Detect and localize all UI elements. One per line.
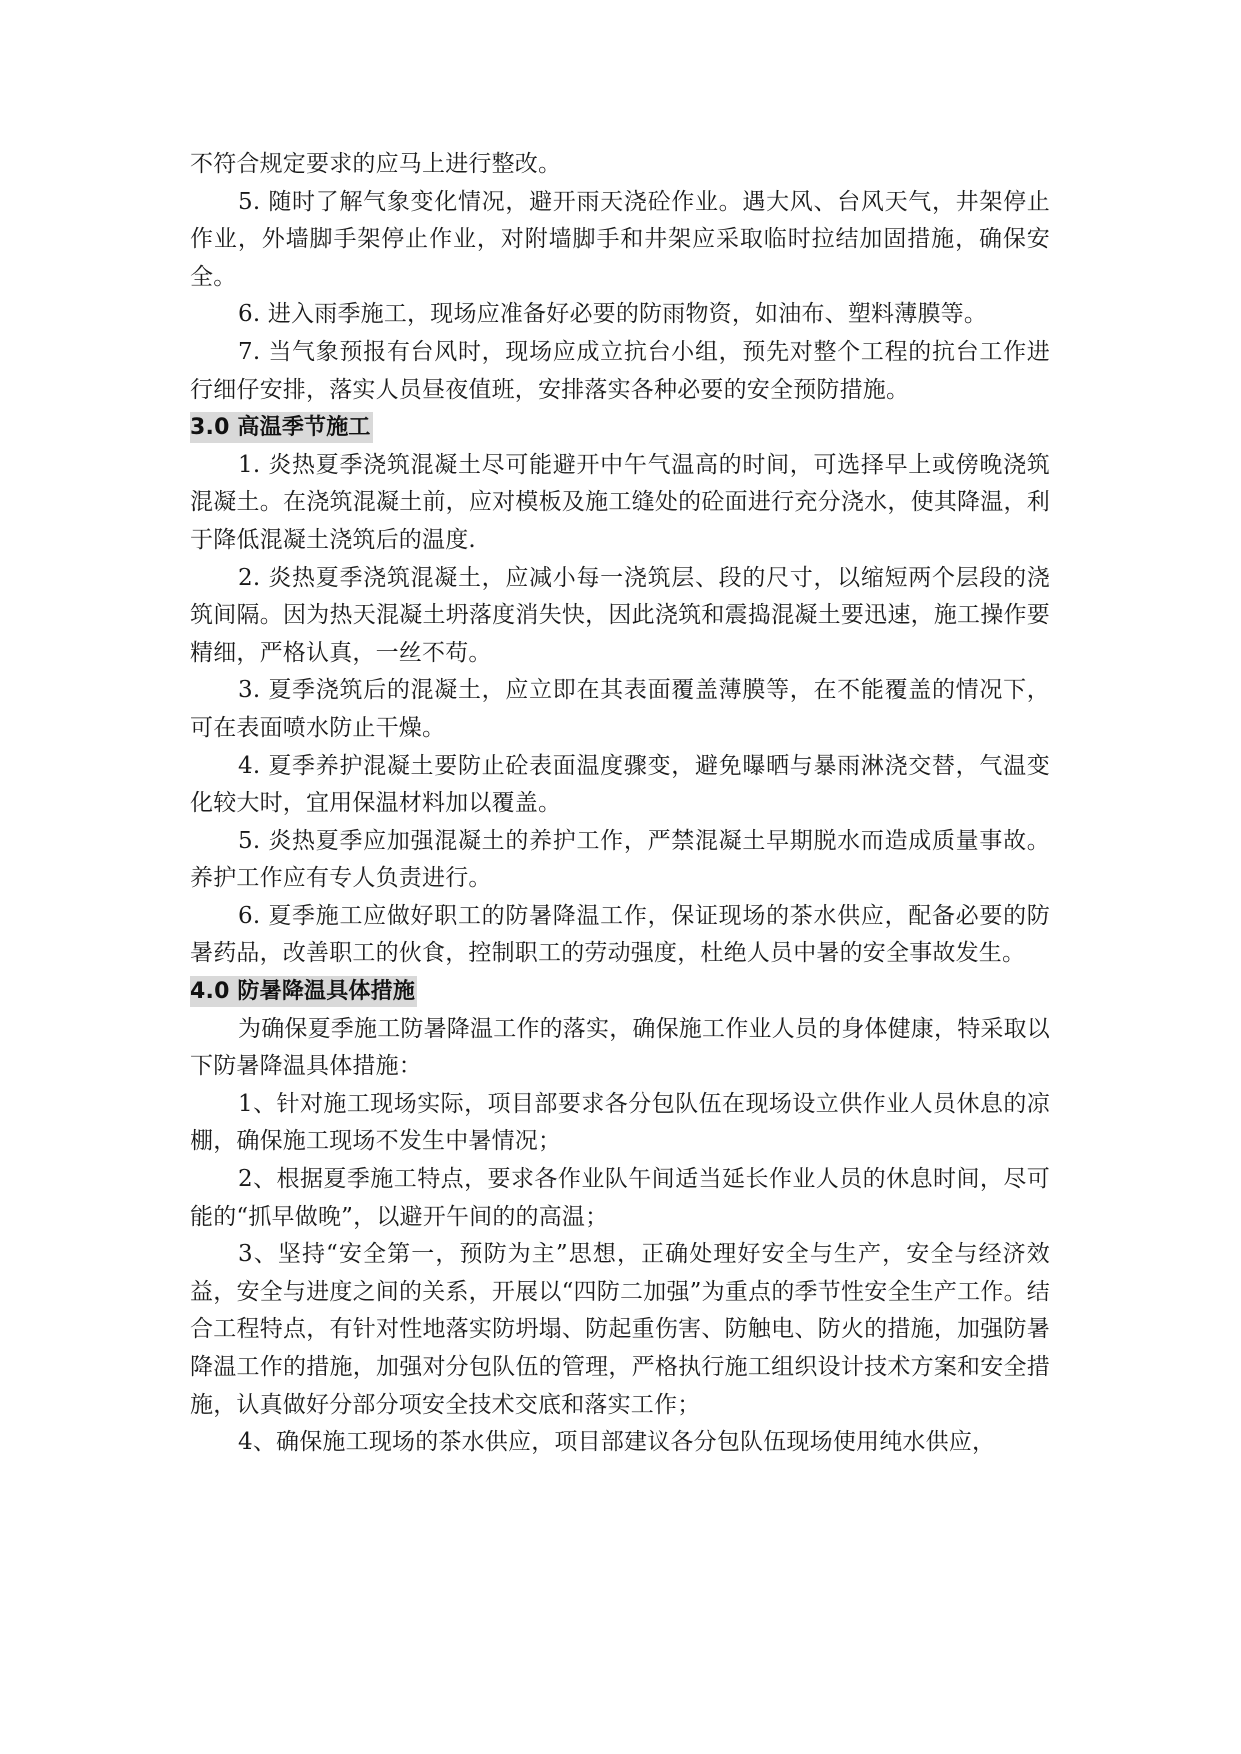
paragraph: 6. 夏季施工应做好职工的防暑降温工作，保证现场的茶水供应，配备必要的防暑药品，改善职工的伙食，控制职工的劳动强度，杜绝人员中暑的安全事故发生。 xyxy=(190,902,1050,967)
section-heading: 4.0 防暑降温具体措施 xyxy=(190,976,417,1007)
paragraph: 2. 炎热夏季浇筑混凝土，应减小每一浇筑层、段的尺寸，以缩短两个层段的浇筑间隔。因为热天混凝土坍落度消失快，因此浇筑和震捣混凝土要迅速，施工操作要精细，严格认真，一丝不苟。 xyxy=(190,564,1050,666)
paragraph: 3、坚持“安全第一，预防为主”思想，正确处理好安全与生产，安全与经济效益，安全与进度之间的关系，开展以“四防二加强”为重点的季节性安全生产工作。结合工程特点，有针对性地落实防坍塌、防起重伤害、防触电、防火的措施，加强防暑降温工作的措施，加强对分包队伍的管理，严格执行施工组织设计技术方案和安全措施，认真做好分部分项安全技术交底和落实工作； xyxy=(190,1241,1050,1418)
paragraph: 5. 炎热夏季应加强混凝土的养护工作，严禁混凝土早期脱水而造成质量事故。养护工作应有专人负责进行。 xyxy=(190,827,1050,892)
paragraph: 5. 随时了解气象变化情况，避开雨天浇砼作业。遇大风、台风天气，井架停止作业，外墙脚手架停止作业，对附墙脚手和井架应采取临时拉结加固措施，确保安全。 xyxy=(190,188,1050,290)
paragraph: 6. 进入雨季施工，现场应准备好必要的防雨物资，如油布、塑料薄膜等。 xyxy=(238,301,988,328)
document-page xyxy=(190,146,1050,1462)
paragraph: 4、确保施工现场的茶水供应，项目部建议各分包队伍现场使用纯水供应， xyxy=(238,1429,996,1456)
paragraph: 1、针对施工现场实际，项目部要求各分包队伍在现场设立供作业人员休息的凉棚，确保施工现场不发生中暑情况； xyxy=(190,1090,1050,1155)
section-heading: 3.0 高温季节施工 xyxy=(190,412,373,443)
section-heading-row xyxy=(190,973,1050,1011)
paragraph: 2、根据夏季施工特点，要求各作业队午间适当延长作业人员的休息时间，尽可能的“抓早做晚”，以避开午间的的高温； xyxy=(190,1166,1050,1230)
paragraph: 3. 夏季浇筑后的混凝土，应立即在其表面覆盖薄膜等，在不能覆盖的情况下，可在表面喷水防止干燥。 xyxy=(190,677,1050,741)
paragraph: 4. 夏季养护混凝土要防止砼表面温度骤变，避免曝晒与暴雨淋浇交替，气温变化较大时，宜用保温材料加以覆盖。 xyxy=(190,752,1050,817)
section-heading-row xyxy=(190,409,1050,447)
paragraph: 为确保夏季施工防暑降温工作的落实，确保施工作业人员的身体健康，特采取以下防暑降温具体措施： xyxy=(190,1015,1050,1080)
paragraph: 7. 当气象预报有台风时，现场应成立抗台小组，预先对整个工程的抗台工作进行细仔安排，落实人员昼夜值班，安排落实各种必要的安全预防措施。 xyxy=(190,338,1050,403)
paragraph: 1. 炎热夏季浇筑混凝土尽可能避开中午气温高的时间，可选择早上或傍晚浇筑混凝土。在浇筑混凝土前，应对模板及施工缝处的砼面进行充分浇水，使其降温，利于降低混凝土浇筑后的温度. xyxy=(190,451,1050,553)
paragraph: 不符合规定要求的应马上进行整改。 xyxy=(190,151,562,177)
